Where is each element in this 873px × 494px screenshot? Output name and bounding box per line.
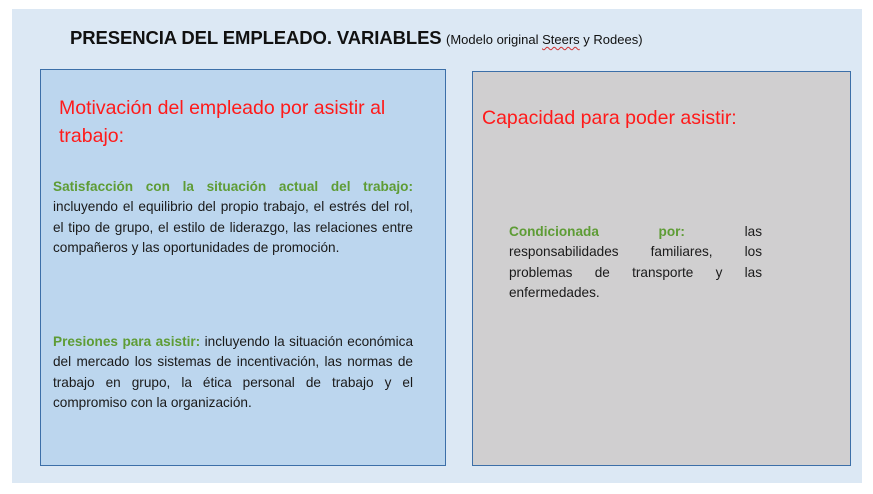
ability-heading: Capacidad para poder asistir: [482, 107, 737, 129]
pressures-lead: Presiones para asistir: [53, 334, 201, 349]
motivation-heading: Motivación del empleado por asistir al trabajo: [59, 97, 386, 147]
subtitle-open: (Modelo original [446, 32, 543, 47]
satisfaction-paragraph [53, 177, 413, 259]
conditioned-text: las responsabilidades familiares, los problemas de transporte y las enfermedades. [509, 224, 763, 301]
motivation-box [40, 69, 446, 466]
pressures-text: incluyendo la situación económica del mercado los sistemas de incentivación, las normas de trabajo en grupo, la ética personal de trabajo y el compromiso con la organización. [53, 334, 414, 411]
ability-box [472, 71, 851, 466]
conditioned-paragraph [509, 222, 762, 304]
conditioned-lead: Condicionada por: [509, 224, 685, 239]
subtitle-author-spellcheck: Steers [542, 32, 580, 47]
satisfaction-lead: Satisfacción con la situación actual del trabajo: [53, 179, 413, 194]
page-title [70, 27, 643, 49]
subtitle-close: y Rodees) [579, 32, 643, 47]
title-subtitle [446, 32, 643, 47]
slide [12, 9, 862, 483]
pressures-paragraph [53, 332, 413, 414]
satisfaction-text: incluyendo el equilibrio del propio trabajo, el estrés del rol, el tipo de grupo, el estilo de liderazgo, las relaciones entre compañeros y las oportunidades de promoción. [53, 199, 413, 256]
title-main: PRESENCIA DEL EMPLEADO. VARIABLES [70, 27, 442, 48]
